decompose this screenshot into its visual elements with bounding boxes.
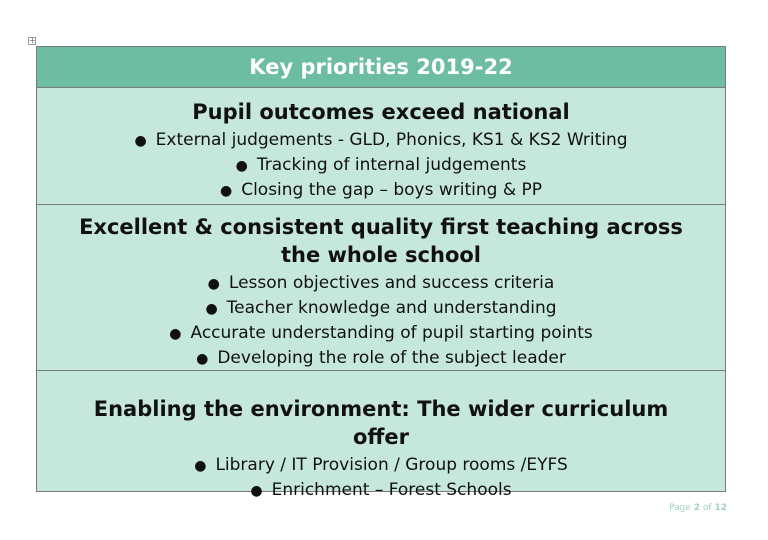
bullet-list bbox=[37, 271, 725, 371]
bullet-icon: ● bbox=[196, 351, 209, 367]
bullet-icon: ● bbox=[134, 133, 147, 149]
priorities-table bbox=[36, 46, 726, 500]
priority-section-quality-teaching bbox=[37, 205, 725, 371]
list-item: ● Lesson objectives and success criteria bbox=[37, 271, 725, 296]
bullet-icon: ● bbox=[250, 483, 263, 499]
bullet-icon: ● bbox=[169, 326, 182, 342]
page-number-footer: Page 2 of 12 bbox=[669, 503, 727, 513]
header-title: Key priorities 2019-22 bbox=[249, 55, 513, 79]
list-item: ● Tracking of internal judgements bbox=[37, 153, 725, 178]
list-item: ● Developing the role of the subject leader bbox=[37, 346, 725, 371]
bullet-list bbox=[37, 128, 725, 203]
list-item: ● Accurate understanding of pupil starting points bbox=[37, 321, 725, 346]
list-item: ● Closing the gap – boys writing & PP bbox=[37, 178, 725, 203]
list-item: ● External judgements - GLD, Phonics, KS1 & KS2 Writing bbox=[37, 128, 725, 153]
section-title: Enabling the environment: The wider curriculum offer bbox=[93, 397, 669, 449]
bullet-icon: ● bbox=[235, 158, 248, 174]
priority-section-environment bbox=[37, 371, 725, 500]
priority-section-pupil-outcomes bbox=[37, 88, 725, 205]
section-title: Pupil outcomes exceed national bbox=[192, 100, 570, 124]
table-move-handle-icon[interactable]: + bbox=[29, 36, 36, 45]
bullet-icon: ● bbox=[205, 301, 218, 317]
bullet-icon: ● bbox=[219, 183, 233, 199]
list-item: ● Enrichment – Forest Schools bbox=[37, 478, 725, 503]
table-header bbox=[37, 47, 725, 88]
section-title: Excellent & consistent quality first teaching across the whole school bbox=[79, 215, 683, 267]
list-item: ● Library / IT Provision / Group rooms /EYFS bbox=[37, 453, 725, 478]
bullet-icon: ● bbox=[207, 276, 220, 292]
bullet-list bbox=[37, 453, 725, 503]
list-item: ● Teacher knowledge and understanding bbox=[37, 296, 725, 321]
bullet-icon: ● bbox=[194, 458, 207, 474]
